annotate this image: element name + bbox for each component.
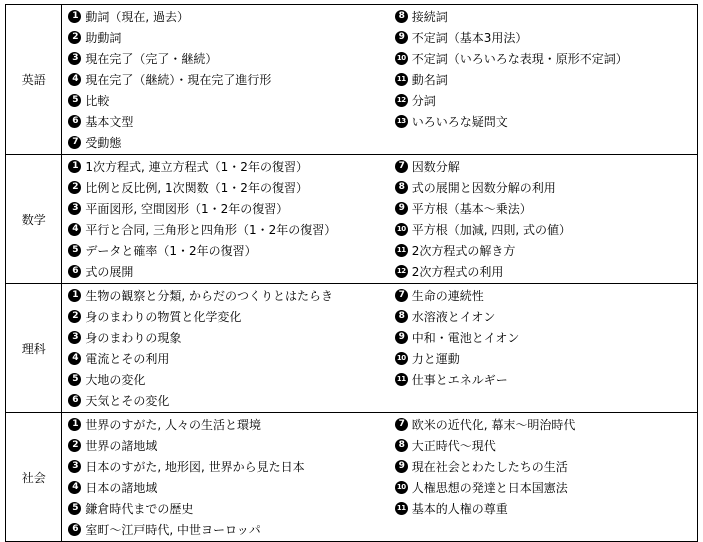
topic-number-badge: 2 <box>68 181 81 194</box>
topic-number-badge: 4 <box>68 352 81 365</box>
topic-number-badge: 9 <box>395 31 408 44</box>
topic-item <box>395 328 697 349</box>
topic-item <box>68 157 388 178</box>
topic-label: 現在完了（継続）・現在完了進行形 <box>85 73 272 87</box>
topic-label: 中和・電池とイオン <box>411 331 520 345</box>
subject-row <box>6 5 698 155</box>
topic-item <box>395 499 697 520</box>
topic-number-badge: 8 <box>395 10 408 23</box>
topic-number-badge: 11 <box>395 373 408 386</box>
topic-column-right <box>389 5 698 155</box>
topic-column-left <box>62 413 389 542</box>
topic-item <box>395 241 697 262</box>
topic-number-badge: 3 <box>68 331 81 344</box>
topic-label: 因数分解 <box>411 160 460 174</box>
topic-item <box>395 112 697 133</box>
topic-number-badge: 5 <box>68 244 81 257</box>
subject-name: 理科 <box>6 284 62 413</box>
topic-item <box>68 178 388 199</box>
topic-number-badge: 9 <box>395 331 408 344</box>
topic-label: 基本的人権の尊重 <box>411 502 508 516</box>
topic-label: 比例と反比例, 1次関数（1・2年の復習） <box>85 181 308 195</box>
topic-item <box>68 499 388 520</box>
topic-label: 基本文型 <box>85 115 134 129</box>
topic-number-badge: 7 <box>395 289 408 302</box>
topic-column-left <box>62 155 389 284</box>
topic-number-badge: 10 <box>395 223 408 236</box>
topic-number-badge: 1 <box>68 289 81 302</box>
topic-item <box>68 28 388 49</box>
topic-item <box>395 286 697 307</box>
topic-label: 仕事とエネルギー <box>411 373 508 387</box>
topic-label: 式の展開と因数分解の利用 <box>411 181 556 195</box>
subject-row <box>6 155 698 284</box>
topic-number-badge: 7 <box>68 136 81 149</box>
topic-label: データと確率（1・2年の復習） <box>85 244 257 258</box>
topic-number-badge: 12 <box>395 94 408 107</box>
topic-number-badge: 11 <box>395 244 408 257</box>
topic-number-badge: 6 <box>68 394 81 407</box>
subject-name: 数学 <box>6 155 62 284</box>
topic-item <box>68 91 388 112</box>
topic-number-badge: 5 <box>68 94 81 107</box>
topic-label: 身のまわりの現象 <box>85 331 182 345</box>
topic-number-badge: 5 <box>68 373 81 386</box>
topic-item <box>68 133 388 154</box>
topic-number-badge: 3 <box>68 202 81 215</box>
topic-item <box>68 241 388 262</box>
topic-label: 身のまわりの物質と化学変化 <box>85 310 242 324</box>
topic-number-badge: 1 <box>68 418 81 431</box>
topic-number-badge: 8 <box>395 310 408 323</box>
topic-column-right <box>389 413 698 542</box>
topic-number-badge: 10 <box>395 52 408 65</box>
topic-item <box>395 199 697 220</box>
topic-item <box>395 220 697 241</box>
topic-item <box>68 70 388 91</box>
topic-item <box>68 520 388 541</box>
topic-item <box>395 370 697 391</box>
topic-item <box>395 28 697 49</box>
topic-label: いろいろな疑問文 <box>411 115 508 129</box>
curriculum-table <box>5 4 698 542</box>
topic-item <box>395 91 697 112</box>
topic-item <box>395 307 697 328</box>
topic-number-badge: 10 <box>395 352 408 365</box>
topic-item <box>395 178 697 199</box>
topic-number-badge: 11 <box>395 73 408 86</box>
topic-item <box>68 220 388 241</box>
topic-label: 日本のすがた, 地形図, 世界から見た日本 <box>85 460 305 474</box>
topic-number-badge: 4 <box>68 73 81 86</box>
topic-label: 人権思想の発達と日本国憲法 <box>411 481 568 495</box>
topic-item <box>68 478 388 499</box>
topic-number-badge: 6 <box>68 523 81 536</box>
topic-number-badge: 9 <box>395 202 408 215</box>
topic-label: 生命の連続性 <box>411 289 484 303</box>
topic-item <box>395 436 697 457</box>
topic-label: 世界の諸地域 <box>85 439 158 453</box>
topic-item <box>68 436 388 457</box>
topic-label: 日本の諸地域 <box>85 481 158 495</box>
topic-label: 不定詞（基本3用法） <box>411 31 528 45</box>
curriculum-table-body <box>6 5 698 542</box>
topic-label: 式の展開 <box>85 265 134 279</box>
topic-label: 現在社会とわたしたちの生活 <box>411 460 568 474</box>
topic-item <box>68 349 388 370</box>
topic-number-badge: 7 <box>395 160 408 173</box>
topic-label: 平面図形, 空間図形（1・2年の復習） <box>85 202 289 216</box>
topic-number-badge: 10 <box>395 481 408 494</box>
subject-name: 英語 <box>6 5 62 155</box>
topic-label: 1次方程式, 連立方程式（1・2年の復習） <box>85 160 308 174</box>
topic-number-badge: 3 <box>68 460 81 473</box>
topic-label: 生物の観察と分類, からだのつくりとはたらき <box>85 289 334 303</box>
subject-row <box>6 413 698 542</box>
topic-label: 平方根（加減, 四則, 式の値） <box>411 223 572 237</box>
topic-label: 2次方程式の利用 <box>411 265 504 279</box>
subject-name: 社会 <box>6 413 62 542</box>
topic-item <box>68 262 388 283</box>
topic-label: 力と運動 <box>411 352 460 366</box>
topic-number-badge: 5 <box>68 502 81 515</box>
topic-item <box>395 457 697 478</box>
topic-item <box>395 7 697 28</box>
topic-number-badge: 1 <box>68 10 81 23</box>
topic-label: 大正時代～現代 <box>411 439 496 453</box>
topic-item <box>68 49 388 70</box>
topic-number-badge: 2 <box>68 439 81 452</box>
topic-number-badge: 8 <box>395 181 408 194</box>
topic-label: 2次方程式の解き方 <box>411 244 516 258</box>
topic-label: 分詞 <box>411 94 436 108</box>
topic-number-badge: 9 <box>395 460 408 473</box>
topic-label: 天気とその変化 <box>85 394 170 408</box>
topic-label: 平方根（基本～乗法） <box>411 202 532 216</box>
topic-item <box>68 415 388 436</box>
topic-label: 現在完了（完了・継続） <box>85 52 218 66</box>
topic-number-badge: 2 <box>68 31 81 44</box>
topic-label: 平行と合同, 三角形と四角形（1・2年の復習） <box>85 223 337 237</box>
topic-number-badge: 1 <box>68 160 81 173</box>
topic-item <box>68 328 388 349</box>
topic-label: 鎌倉時代までの歴史 <box>85 502 194 516</box>
topic-label: 受動態 <box>85 136 122 150</box>
topic-label: 電流とその利用 <box>85 352 170 366</box>
topic-label: 動名詞 <box>411 73 448 87</box>
topic-item <box>68 370 388 391</box>
topic-column-right <box>389 284 698 413</box>
topic-label: 動詞（現在, 過去） <box>85 10 190 24</box>
topic-label: 欧米の近代化, 幕末～明治時代 <box>411 418 576 432</box>
topic-number-badge: 6 <box>68 115 81 128</box>
topic-number-badge: 2 <box>68 310 81 323</box>
topic-number-badge: 12 <box>395 265 408 278</box>
topic-number-badge: 8 <box>395 439 408 452</box>
topic-label: 不定詞（いろいろな表現・原形不定詞） <box>411 52 628 66</box>
topic-item <box>68 7 388 28</box>
topic-label: 比較 <box>85 94 110 108</box>
topic-item <box>68 457 388 478</box>
topic-column-left <box>62 5 389 155</box>
topic-number-badge: 13 <box>395 115 408 128</box>
topic-label: 世界のすがた, 人々の生活と環境 <box>85 418 262 432</box>
topic-item <box>395 157 697 178</box>
topic-column-left <box>62 284 389 413</box>
topic-number-badge: 6 <box>68 265 81 278</box>
topic-item <box>395 415 697 436</box>
topic-number-badge: 7 <box>395 418 408 431</box>
topic-label: 室町～江戸時代, 中世ヨーロッパ <box>85 523 261 537</box>
subject-row <box>6 284 698 413</box>
topic-column-right <box>389 155 698 284</box>
topic-label: 水溶液とイオン <box>411 310 496 324</box>
topic-item <box>395 478 697 499</box>
topic-item <box>68 391 388 412</box>
topic-item <box>395 49 697 70</box>
topic-label: 接続詞 <box>411 10 448 24</box>
topic-label: 大地の変化 <box>85 373 146 387</box>
topic-label: 助動詞 <box>85 31 122 45</box>
topic-number-badge: 4 <box>68 223 81 236</box>
topic-item <box>395 349 697 370</box>
topic-item <box>68 286 388 307</box>
topic-number-badge: 4 <box>68 481 81 494</box>
topic-item <box>68 112 388 133</box>
topic-item <box>395 70 697 91</box>
topic-item <box>68 199 388 220</box>
topic-item <box>395 262 697 283</box>
topic-number-badge: 3 <box>68 52 81 65</box>
topic-item <box>68 307 388 328</box>
topic-number-badge: 11 <box>395 502 408 515</box>
